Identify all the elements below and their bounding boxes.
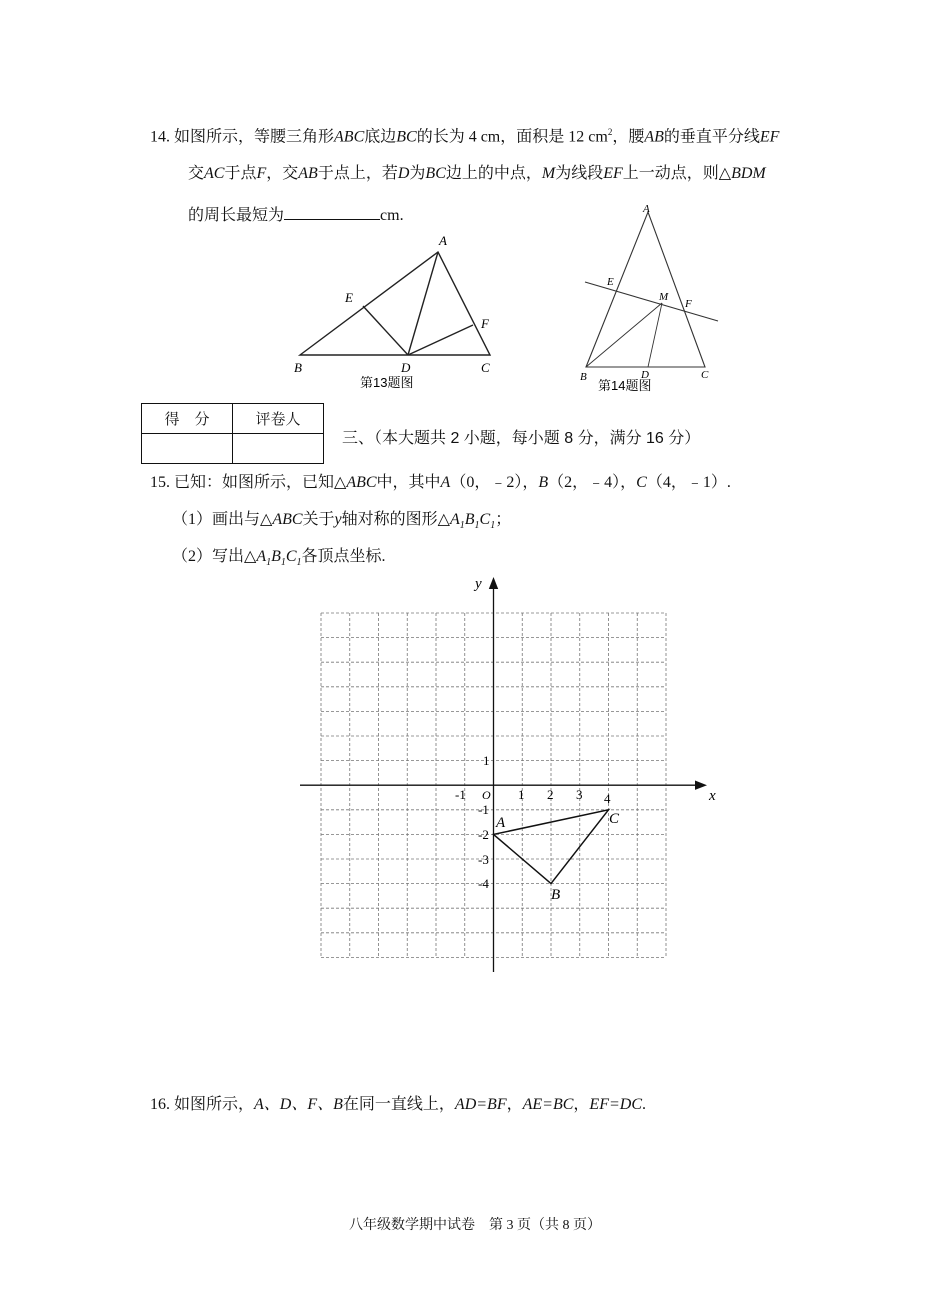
grader-header: 评卷人 bbox=[233, 404, 324, 434]
axes bbox=[300, 584, 700, 972]
tick-y-neg1: -1 bbox=[478, 802, 489, 817]
section-3-title: 三、（本大题共 2 小题，每小题 8 分，满分 16 分） bbox=[342, 430, 701, 447]
tick-x-2: 2 bbox=[547, 787, 554, 802]
page-footer: 八年级数学期中试卷 第 3 页（共 8 页） bbox=[349, 1218, 601, 1233]
tick-y-neg4: -4 bbox=[478, 876, 489, 891]
answer-blank[interactable] bbox=[284, 205, 380, 220]
fig13-seg-AD bbox=[408, 252, 438, 355]
score-cell[interactable] bbox=[142, 434, 233, 464]
coordinate-grid bbox=[295, 572, 725, 982]
tick-y-neg2: -2 bbox=[478, 827, 489, 842]
q14-line-3: 的周长最短为 cm. bbox=[188, 207, 404, 224]
q15-line-1: 15. 已知：如图所示，已知△ABC中，其中A（0，﹣2），B（2，﹣4），C（4，﹣1）. bbox=[150, 474, 731, 491]
fig14-perp-bisector bbox=[585, 282, 718, 321]
fig13-label-B: B bbox=[294, 360, 302, 375]
q15-part-2: （2）写出$\triangle A_1B_1C_1$各顶点坐标. bbox=[172, 548, 386, 569]
origin-label: O bbox=[482, 788, 491, 802]
y-axis-arrow bbox=[489, 577, 498, 589]
fig13-label-C: C bbox=[481, 360, 490, 375]
fig14-caption: 第14题图 bbox=[598, 378, 652, 393]
fig14-label-B: B bbox=[580, 371, 587, 383]
q14-number: 14. bbox=[150, 128, 170, 146]
fig14-label-M: M bbox=[659, 291, 669, 303]
fig14-seg-BM bbox=[586, 303, 662, 367]
q16-line-1: 16. 如图所示，A、D、F、B在同一直线上，AD=BF，AE=BC，EF=DC. bbox=[150, 1096, 646, 1113]
q15-part-1: （1）画出与△ABC关于y轴对称的图形$\triangle A_1B_1C_1$； bbox=[172, 511, 512, 532]
point-C-label: C bbox=[609, 811, 620, 827]
point-A-label: A bbox=[496, 815, 506, 831]
tick-x-neg1: -1 bbox=[455, 787, 466, 802]
fig13-caption: 第13题图 bbox=[360, 375, 414, 390]
score-header: 得 分 bbox=[142, 404, 233, 434]
axis-x-label: x bbox=[709, 788, 716, 804]
fig13-seg-ED bbox=[363, 306, 408, 355]
fig14-label-A: A bbox=[643, 203, 650, 215]
fig13-triangle bbox=[300, 252, 490, 355]
tick-y-1: 1 bbox=[483, 753, 490, 768]
fig14-label-E: E bbox=[607, 276, 614, 288]
tick-x-1: 1 bbox=[518, 787, 525, 802]
fig14-label-D: D bbox=[641, 369, 649, 381]
x-axis-arrow bbox=[695, 781, 707, 790]
score-box bbox=[141, 403, 324, 464]
q14-line-1: 14. 如图所示，等腰三角形ABC底边BC的长为 4 cm，面积是 12 $cm^2$，腰AB的垂直平分线EF bbox=[150, 127, 780, 146]
fig14-label-C: C bbox=[701, 369, 709, 381]
tick-x-4: 4 bbox=[604, 791, 611, 806]
fig14-label-F: F bbox=[685, 298, 692, 310]
q14-line-2: 交AC于点F，交AB于点上，若D为BC边上的中点，M为线段EF上一动点，则△BDM bbox=[188, 165, 766, 182]
q15-number: 15. bbox=[150, 474, 170, 491]
figure-13 bbox=[290, 232, 500, 392]
fig13-seg-DF bbox=[408, 325, 473, 355]
grader-cell[interactable] bbox=[233, 434, 324, 464]
q16-number: 16. bbox=[150, 1096, 170, 1113]
fig13-label-F: F bbox=[481, 316, 489, 331]
fig13-label-E: E bbox=[345, 290, 353, 305]
axis-y-label: y bbox=[475, 576, 482, 592]
fig14-triangle bbox=[586, 212, 705, 367]
figure-14 bbox=[578, 200, 728, 395]
point-B-label: B bbox=[551, 887, 561, 903]
fig13-label-A: A bbox=[439, 233, 447, 248]
fig13-label-D: D bbox=[401, 360, 411, 375]
tick-x-3: 3 bbox=[576, 787, 583, 802]
tick-y-neg3: -3 bbox=[478, 852, 489, 867]
